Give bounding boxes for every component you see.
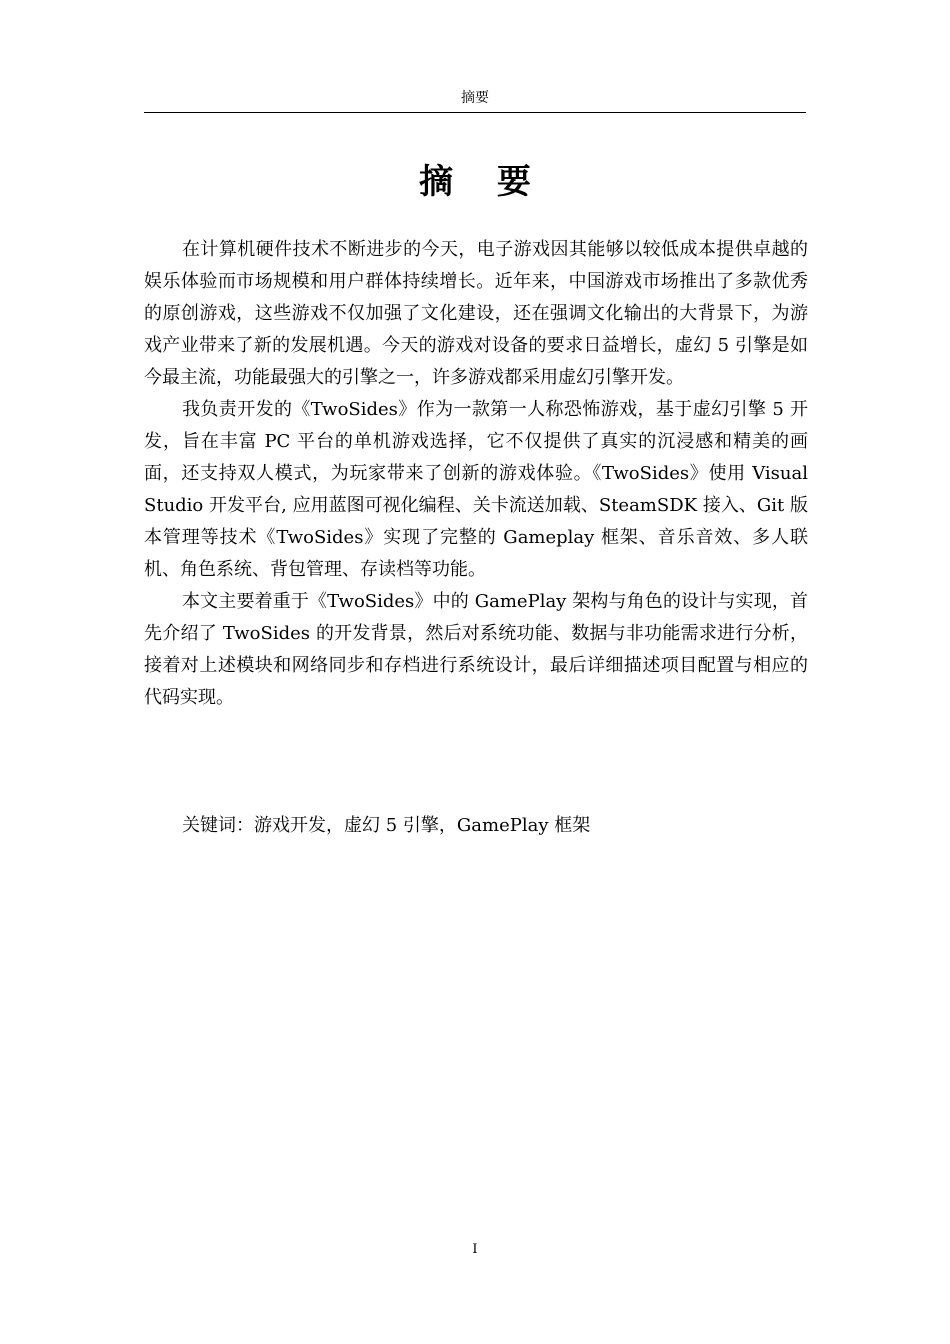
page-number: I [472,1242,478,1257]
page-title: 摘 要 [419,162,547,202]
abstract-paragraph-1: 在计算机硬件技术不断进步的今天，电子游戏因其能够以较低成本提供卓越的娱乐体验而市场规模和用户群体持续增长。近年来，中国游戏市场推出了多款优秀的原创游戏，这些游戏不仅加强了文化建设，还在强调文化输出的大背景下，为游戏产业带来了新的发展机遇。今天的游戏对设备的要求日益增长，虚幻 5 引擎是如今最主流，功能最强大的引擎之一，许多游戏都采用虚幻引擎开发。 [144,239,808,388]
abstract-paragraph-2: 我负责开发的《TwoSides》作为一款第一人称恐怖游戏，基于虚幻引擎 5 开发，旨在丰富 PC 平台的单机游戏选择，它不仅提供了真实的沉浸感和精美的画面，还支持双人模式，为玩家带来了创新的游戏体验。《TwoSides》使用 Visual Studio 开发平台, 应用蓝图可视化编程、关卡流送加载、SteamSDK 接入、Git 版本管理等技术《TwoSides》实现了完整的 Gameplay 框架、音乐音效、多人联机、角色系统、背包管理、存读档等功能。 [144,399,808,580]
abstract-body [144,234,808,714]
running-header-title: 摘要 [461,90,489,106]
keywords-line: 关键词：游戏开发，虚幻 5 引擎，GamePlay 框架 [182,815,591,836]
running-header [144,88,806,113]
abstract-paragraph-3: 本文主要着重于《TwoSides》中的 GamePlay 架构与角色的设计与实现，首先介绍了 TwoSides 的开发背景，然后对系统功能、数据与非功能需求进行分析，接着对上述模块和网络同步和存档进行系统设计，最后详细描述项目配置与相应的代码实现。 [144,591,808,708]
